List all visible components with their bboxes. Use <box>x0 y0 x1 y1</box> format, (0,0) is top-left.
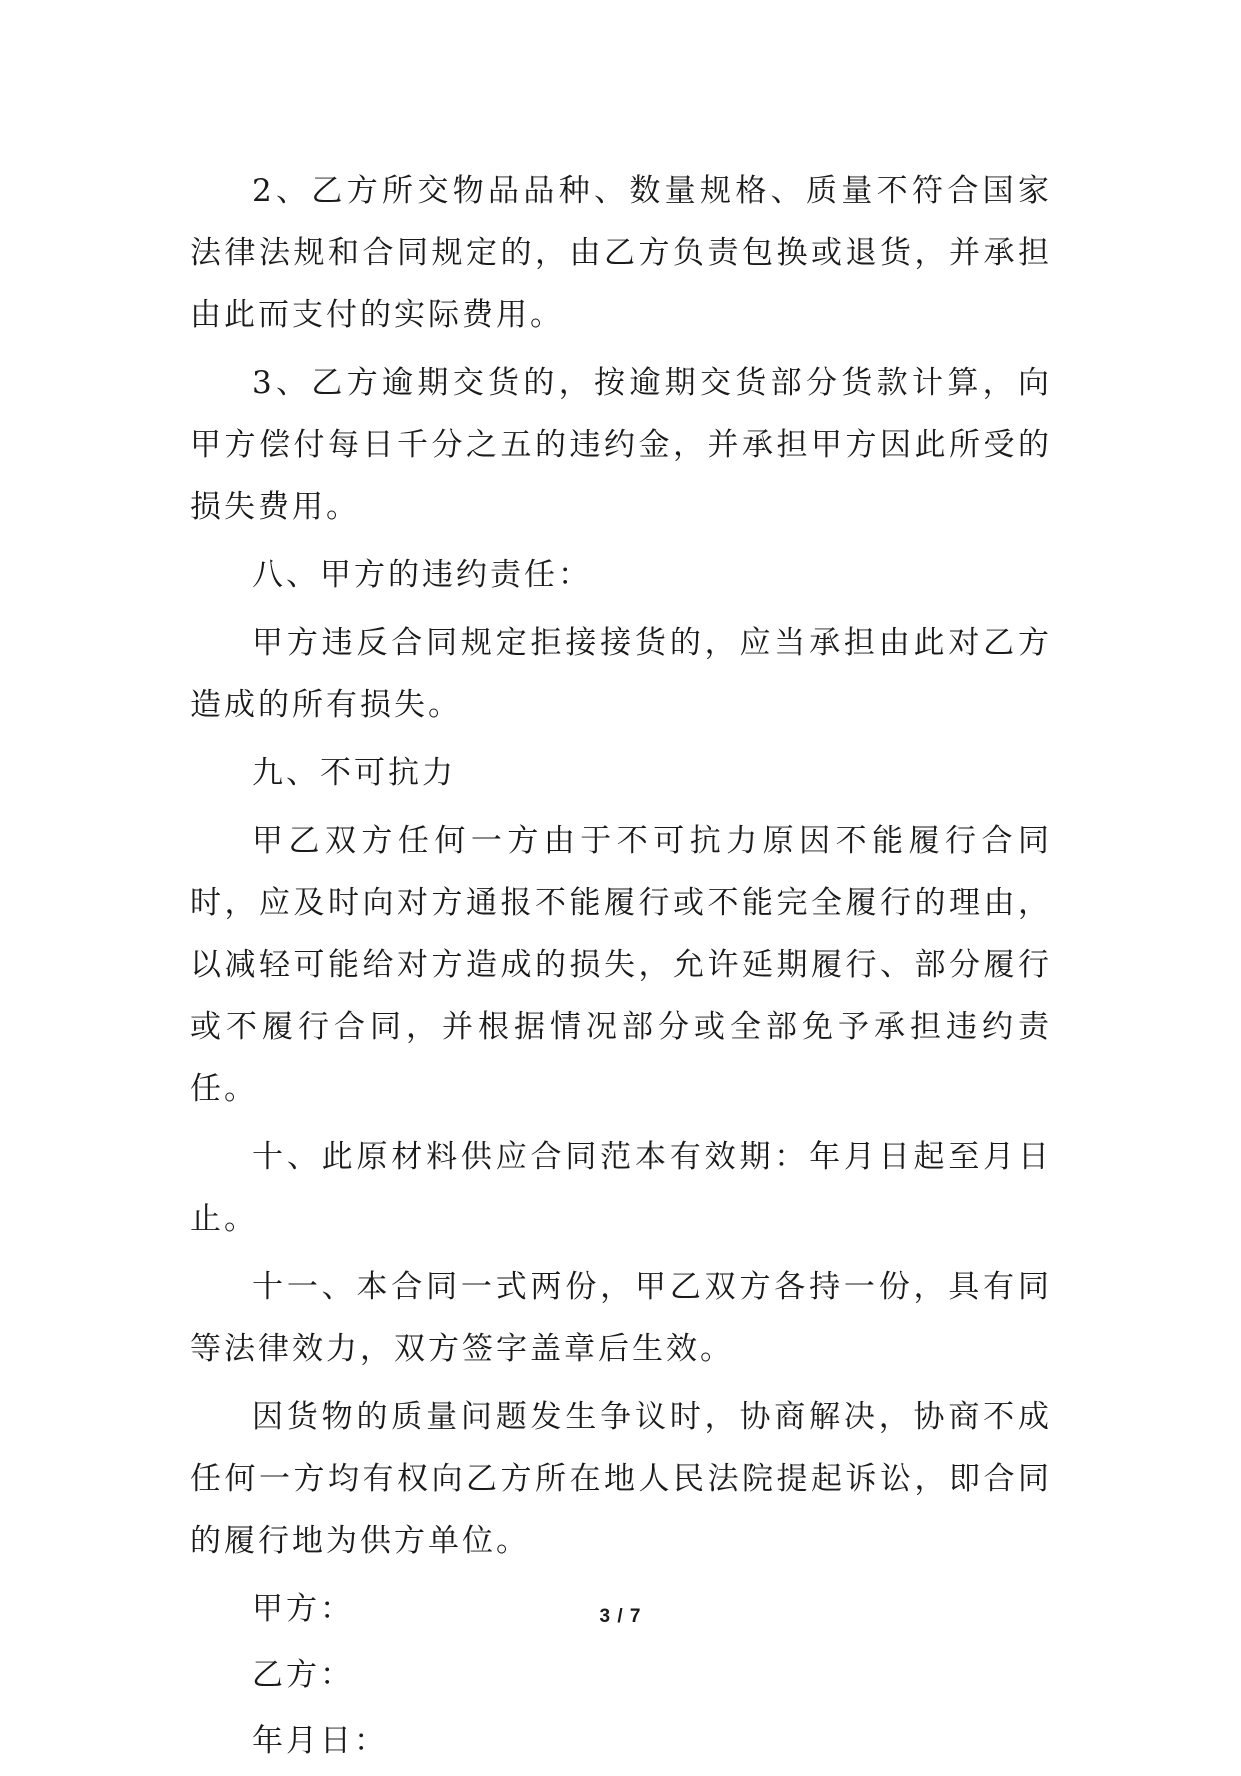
section-heading-9: 九、不可抗力 <box>252 755 456 791</box>
signature-date: 年月日： <box>252 1723 388 1759</box>
section-heading-8: 八、甲方的违约责任： <box>252 557 592 593</box>
section-9-text: 甲乙双方任何一方由于不可抗力原因不能履行合同时，应及时向对方通报不能履行或不能完全履行的理由，以减轻可能给对方造成的损失，允许延期履行、部分履行或不履行合同，并根据情况部分或全部免予承担违约责任。 <box>190 823 1052 1107</box>
party-b-signature: 乙方： <box>252 1657 354 1693</box>
section-10-text: 十、此原材料供应合同范本有效期：年月日起至月日止。 <box>190 1139 1052 1237</box>
section-8-text: 甲方违反合同规定拒接接货的，应当承担由此对乙方造成的所有损失。 <box>190 625 1052 723</box>
document-body <box>190 160 1052 1776</box>
party-a-signature: 甲方： <box>252 1591 354 1627</box>
clause-2: 2、乙方所交物品品种、数量规格、质量不符合国家法律法规和合同规定的，由乙方负责包换或退货，并承担由此而支付的实际费用。 <box>190 173 1052 333</box>
section-11-text: 十一、本合同一式两份，甲乙双方各持一份，具有同等法律效力，双方签字盖章后生效。 <box>190 1269 1052 1367</box>
dispute-clause: 因货物的质量问题发生争议时，协商解决，协商不成任何一方均有权向乙方所在地人民法院提起诉讼，即合同的履行地为供方单位。 <box>190 1399 1052 1559</box>
clause-3: 3、乙方逾期交货的，按逾期交货部分货款计算，向甲方偿付每日千分之五的违约金，并承担甲方因此所受的损失费用。 <box>190 365 1052 525</box>
page-number: 3 / 7 <box>599 1606 642 1627</box>
